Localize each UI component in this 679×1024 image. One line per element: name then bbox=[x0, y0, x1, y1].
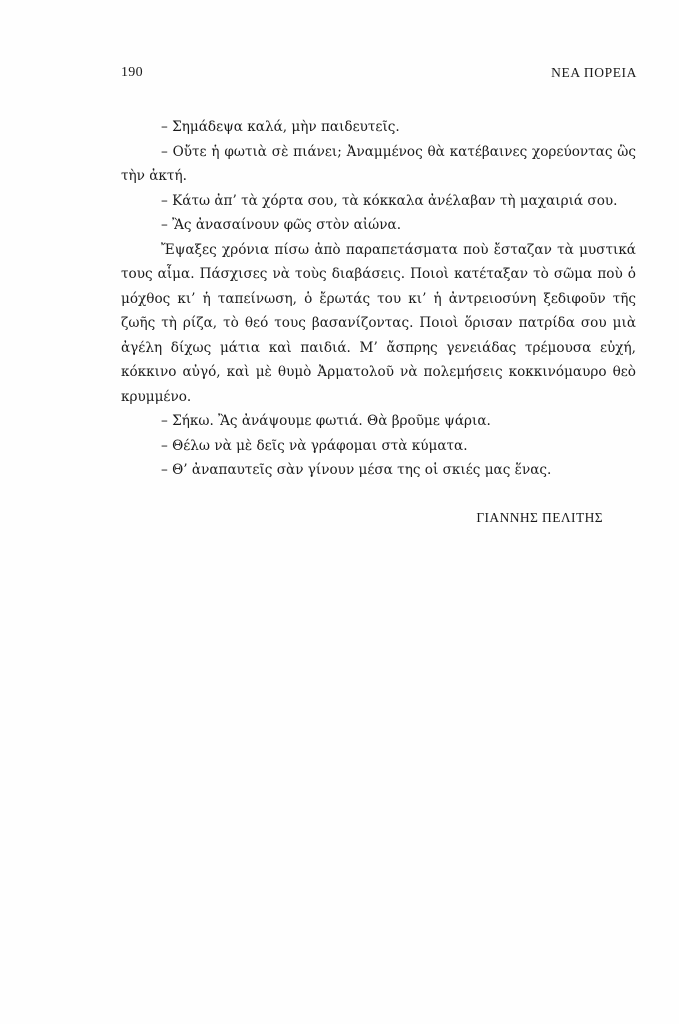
dialogue-line: – Σήκω. Ἂς ἀνάψουμε φωτιά. Θὰ βροῦμε ψάρια. bbox=[161, 413, 491, 429]
dialogue-line: – Ἂς ἀνασαίνουν φῶς στὸν αἰώνα. bbox=[161, 217, 402, 233]
page-number: 190 bbox=[121, 65, 143, 80]
dialogue-line: – Οὔτε ἡ φωτιὰ σὲ πιάνει; Ἀναμμένος θὰ κατέβαινες χορεύοντας ὣς τὴν ἀκτή. bbox=[121, 143, 636, 184]
dialogue-line: – Κάτω ἀπ’ τὰ χόρτα σου, τὰ κόκκαλα ἀνέλαβαν τὴ μαχαιριά σου. bbox=[161, 192, 618, 209]
prose-paragraph: Ἔψαξες χρόνια πίσω ἀπὸ παραπετάσματα ποὺ ἔσταζαν τὰ μυστικά τους αἷμα. Πάσχισες νὰ τοὺς διαβάσεις. Ποιοὶ κατέταξαν τὸ σῶμα ποὺ ὁ μόχθος κι’ ἡ ταπείνωση, ὁ ἔρωτάς του κι’ ἡ ἀντρειοσύνη ξεδιφοῦν τῆς ζωῆς τὴ ρίζα, τὸ θεό τους βασανίζοντας. Ποιοὶ ὅρισαν πατρίδα σου μιὰ ἀγέλη δίχως μάτια καὶ παιδιά. Μ’ ἄσπρης γενειάδας τρέμουσα εὐχή, κόκκινο αὐγό, καὶ μὲ θυμὸ Ἀρματολοῦ νὰ πολεμήσεις κοκκινόμαυρο θεὸ κρυμμένο. bbox=[121, 241, 636, 405]
running-title: ΝΕΑ ΠΟΡΕΙΑ bbox=[551, 65, 637, 80]
dialogue-line: – Θέλω νὰ μὲ δεῖς νὰ γράφομαι στὰ κύματα. bbox=[161, 437, 468, 454]
body-text bbox=[121, 115, 636, 483]
author-signature: ΓΙΑΝΝΗΣ ΠΕΛΙΤΗΣ bbox=[476, 510, 603, 525]
dialogue-line: – Θ’ ἀναπαυτεῖς σὰν γίνουν μέσα της οἱ σκιές μας ἕνας. bbox=[161, 462, 552, 478]
dialogue-line: – Σημάδεψα καλά, μὴν παιδευτεῖς. bbox=[161, 119, 400, 135]
